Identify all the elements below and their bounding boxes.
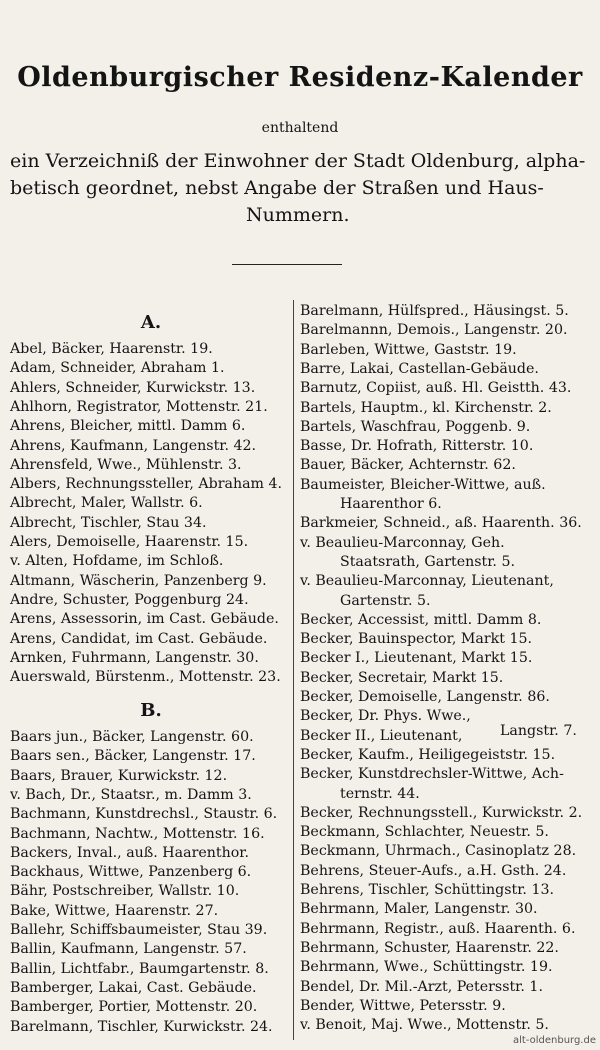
list-item: Haarenthor 6.	[340, 496, 442, 512]
list-item: ternstr. 44.	[340, 785, 420, 802]
title-divider	[232, 264, 342, 265]
list-item: Becker, Rechnungsstell., Kurwickstr. 2.	[300, 804, 583, 821]
list-item: Arens, Assessorin, im Cast. Gebäude.	[10, 611, 279, 628]
list-item: Becker II., Lieutenant,	[300, 727, 463, 744]
list-item: Baars, Brauer, Kurwickstr. 12.	[10, 767, 228, 784]
list-item: Becker, Bauinspector, Markt 15.	[300, 631, 533, 648]
list-item: Ahrensfeld, Wwe., Mühlenstr. 3.	[10, 456, 242, 473]
list-item: Gartenstr. 5.	[340, 592, 431, 609]
list-item: Bachmann, Nachtw., Mottenstr. 16.	[10, 825, 265, 842]
list-item: Bartels, Waschfrau, Poggenb. 9.	[300, 418, 531, 435]
list-item: Ahrens, Bleicher, mittl. Damm 6.	[10, 418, 246, 435]
list-item: Ahlers, Schneider, Kurwickstr. 13.	[10, 379, 256, 396]
list-item: Arnken, Fuhrmann, Langenstr. 30.	[10, 649, 259, 666]
list-item: Albrecht, Maler, Wallstr. 6.	[10, 495, 203, 512]
list-item: Basse, Dr. Hofrath, Ritterstr. 10.	[300, 438, 534, 455]
list-item: Becker, Kaufm., Heiligegeiststr. 15.	[300, 746, 556, 763]
page-title: Oldenburgischer Residenz-Kalender	[17, 62, 583, 93]
list-item: Barleben, Wittwe, Gaststr. 19.	[300, 341, 517, 358]
section-letter-b: B.	[140, 700, 162, 721]
list-item: v. Alten, Hofdame, im Schloß.	[10, 553, 224, 570]
list-item: Behrmann, Wwe., Schüttingstr. 19.	[300, 959, 553, 976]
brace-annotation: Langstr. 7.	[500, 723, 577, 739]
list-item: Auerswald, Bürstenm., Mottenstr. 23.	[10, 669, 281, 686]
list-item: Becker, Dr. Phys. Wwe.,	[300, 708, 471, 725]
watermark: alt-oldenburg.de	[512, 1035, 596, 1046]
list-item: Albrecht, Tischler, Stau 34.	[10, 514, 207, 531]
intro-line-1: ein Verzeichniß der Einwohner der Stadt Oldenburg, alpha-	[10, 150, 586, 172]
list-item: Andre, Schuster, Poggenburg 24.	[10, 591, 249, 608]
list-item: Becker I., Lieutenant, Markt 15.	[300, 650, 533, 667]
list-item: Barnutz, Copiist, auß. Hl. Geistth. 43.	[300, 380, 572, 397]
list-item: Bartels, Hauptm., kl. Kirchenstr. 2.	[300, 399, 552, 416]
list-item: v. Benoit, Maj. Wwe., Mottenstr. 5.	[300, 1017, 549, 1034]
list-item: Barelmann, Tischler, Kurwickstr. 24.	[10, 1018, 273, 1035]
list-item: Bendel, Dr. Mil.-Arzt, Petersstr. 1.	[300, 978, 543, 995]
column-divider	[293, 300, 294, 1040]
list-item: Baumeister, Bleicher-Wittwe, auß.	[300, 476, 546, 493]
list-item: Behrmann, Schuster, Haarenstr. 22.	[300, 939, 559, 956]
list-item: Abel, Bäcker, Haarenstr. 19.	[10, 341, 213, 357]
intro-line-2: betisch geordnet, nebst Angabe der Straßen und Haus-	[10, 177, 544, 199]
list-item: Becker, Demoiselle, Langenstr. 86.	[300, 689, 550, 705]
list-item: Bender, Wittwe, Petersstr. 9.	[300, 997, 506, 1014]
list-item: Behrens, Tischler, Schüttingstr. 13.	[300, 882, 555, 898]
list-item: Barkmeier, Schneid., aß. Haarenth. 36.	[300, 515, 582, 532]
list-item: Ballin, Lichtfabr., Baumgartenstr. 8.	[10, 960, 269, 977]
list-item: Behrens, Steuer-Aufs., a.H. Gsth. 24.	[300, 862, 567, 879]
list-item: Backhaus, Wittwe, Panzenberg 6.	[10, 864, 252, 881]
list-item: Barelmann, Hülfspred., Häusingst. 5.	[300, 303, 569, 319]
list-item: Bake, Wittwe, Haarenstr. 27.	[10, 902, 219, 919]
list-item: Bamberger, Portier, Mottenstr. 20.	[10, 999, 258, 1016]
list-item: Arens, Candidat, im Cast. Gebäude.	[10, 630, 268, 647]
list-item: Barre, Lakai, Castellan-Gebäude.	[300, 360, 539, 377]
list-item: Ahlhorn, Registrator, Mottenstr. 21.	[10, 398, 268, 415]
list-item: Alers, Demoiselle, Haarenstr. 15.	[10, 534, 249, 550]
list-item: Altmann, Wäscherin, Panzenberg 9.	[10, 572, 267, 589]
list-item: v. Beaulieu-Marconnay, Lieutenant,	[300, 573, 554, 590]
list-item: Ahrens, Kaufmann, Langenstr. 42.	[10, 437, 257, 454]
list-item: Becker, Secretair, Markt 15.	[300, 669, 504, 686]
page-subtitle: enthaltend	[261, 120, 339, 136]
list-item: Adam, Schneider, Abraham 1.	[10, 360, 225, 377]
list-item: Becker, Kunstdrechsler-Wittwe, Ach-	[300, 766, 564, 783]
list-item: Becker, Accessist, mittl. Damm 8.	[300, 611, 542, 628]
list-item: v. Beaulieu-Marconnay, Geh.	[300, 534, 505, 551]
list-item: v. Bach, Dr., Staatsr., m. Damm 3.	[10, 786, 252, 803]
intro-line-3: Nummern.	[246, 204, 350, 226]
list-item: Bauer, Bäcker, Achternstr. 62.	[300, 457, 516, 474]
list-item: Beckmann, Uhrmach., Casinoplatz 28.	[300, 843, 577, 860]
list-item: Bachmann, Kunstdrechsl., Staustr. 6.	[10, 806, 278, 823]
section-letter-a: A.	[140, 312, 162, 333]
list-item: Albers, Rechnungssteller, Abraham 4.	[10, 476, 283, 493]
list-item: Baars sen., Bäcker, Langenstr. 17.	[10, 748, 256, 765]
list-item: Bähr, Postschreiber, Wallstr. 10.	[10, 883, 240, 900]
list-item: Staatsrath, Gartenstr. 5.	[340, 553, 515, 570]
list-item: Ballehr, Schiffsbaumeister, Stau 39.	[10, 922, 268, 938]
list-item: Barelmannn, Demois., Langenstr. 20.	[300, 322, 568, 339]
list-item: Behrmann, Maler, Langenstr. 30.	[300, 901, 538, 918]
list-item: Behrmann, Registr., auß. Haarenth. 6.	[300, 920, 576, 937]
list-item: Bamberger, Lakai, Cast. Gebäude.	[10, 979, 257, 996]
list-item: Baars jun., Bäcker, Langenstr. 60.	[10, 729, 254, 745]
list-item: Ballin, Kaufmann, Langenstr. 57.	[10, 941, 247, 958]
list-item: Backers, Inval., auß. Haarenthor.	[10, 844, 249, 861]
list-item: Beckmann, Schlachter, Neuestr. 5.	[300, 824, 549, 841]
